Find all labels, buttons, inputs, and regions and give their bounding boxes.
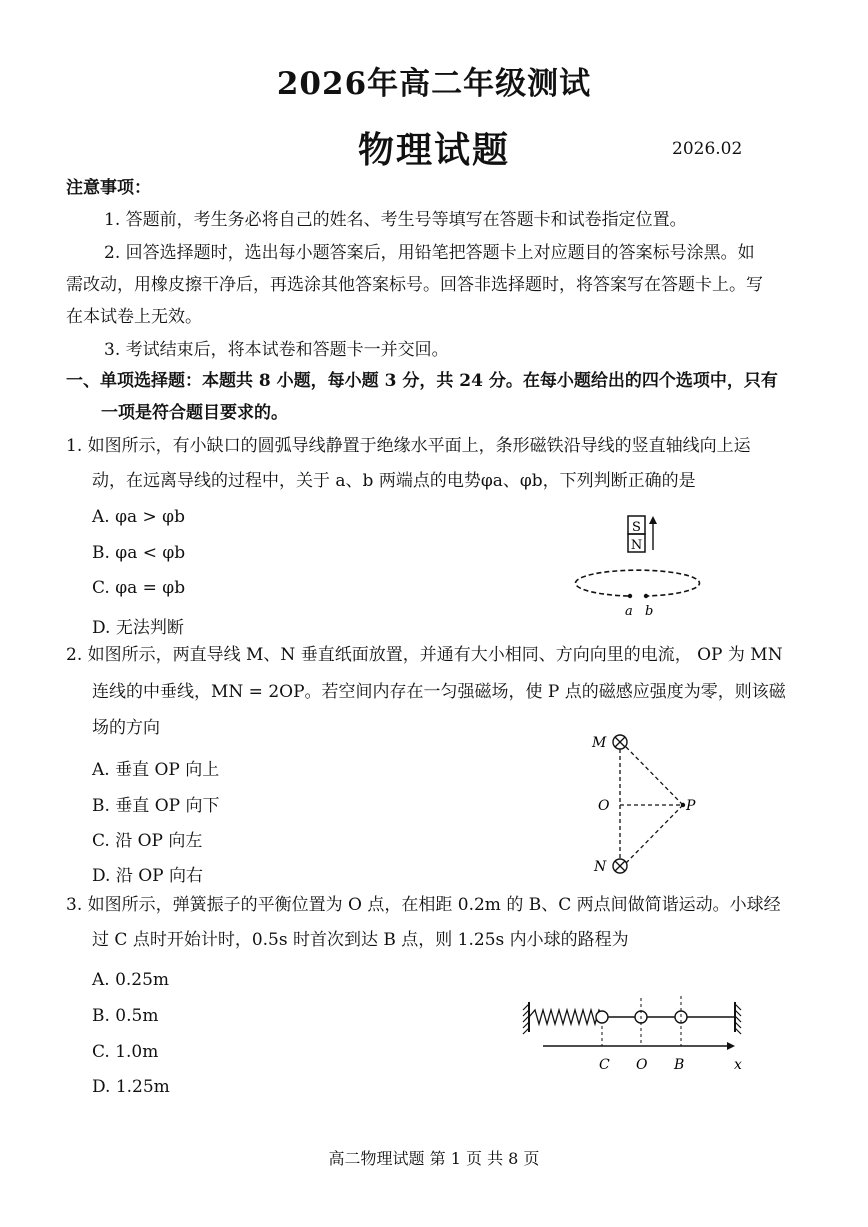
label-a: a <box>625 604 633 619</box>
label-c: C <box>599 1057 610 1073</box>
q3-option-b: B. 0.5m <box>92 1006 159 1026</box>
subject-title: 物理试题 <box>357 129 510 171</box>
exam-title: 2026年高二年级测试 <box>276 66 592 102</box>
q2-stem-line-3: 场的方向 <box>92 718 160 738</box>
arrow-head-icon <box>649 516 657 524</box>
point-b <box>644 594 648 598</box>
section-heading-line-1: 一、单项选择题：本题共 8 小题，每小题 3 分，共 24 分。在每小题给出的四个选项中，只有 <box>66 371 778 391</box>
label-m: M <box>592 735 607 751</box>
notes-item-3: 3. 考试结束后，将本试卷和答题卡一并交回。 <box>104 340 449 360</box>
spring <box>529 1010 603 1024</box>
q1-option-b: B. φa < φb <box>92 543 186 563</box>
point-a <box>628 594 632 598</box>
notes-item-1: 1. 答题前，考生务必将自己的姓名、考生号等填写在答题卡和试卷指定位置。 <box>104 210 687 230</box>
q2-option-d: D. 沿 OP 向右 <box>92 866 204 886</box>
q2-stem-line-1: 2. 如图所示，两直导线 M、N 垂直纸面放置，并通有大小相同、方向向里的电流， OP 为 MN <box>66 645 783 665</box>
q1-option-c: C. φa = φb <box>92 578 186 598</box>
label-b: b <box>645 604 654 619</box>
page-footer: 高二物理试题 第 1 页 共 8 页 <box>328 1149 540 1168</box>
q3-option-d: D. 1.25m <box>92 1077 170 1097</box>
label-n: N <box>594 859 607 875</box>
point-p <box>681 803 685 807</box>
label-o: O <box>636 1057 648 1073</box>
q1-stem-line-2: 动，在远离导线的过程中，关于 a、b 两端点的电势φa、φb，下列判断正确的是 <box>92 471 696 491</box>
arc-wire <box>576 570 700 596</box>
q3-figure <box>515 990 755 1080</box>
q3-option-c: C. 1.0m <box>92 1042 159 1062</box>
label-o: O <box>598 798 610 814</box>
q1-stem-line-1: 1. 如图所示，有小缺口的圆弧导线静置于绝缘水平面上，条形磁铁沿导线的竖直轴线向上运 <box>66 436 751 456</box>
q3-option-a: A. 0.25m <box>92 970 170 990</box>
notes-item-2-line-3: 在本试卷上无效。 <box>66 307 202 327</box>
current-into-page-icon-n <box>613 859 627 873</box>
magnet-s-label: S <box>632 520 641 535</box>
q2-option-a: A. 垂直 OP 向上 <box>92 760 220 780</box>
label-x: x <box>734 1057 742 1073</box>
ball-c <box>596 1011 608 1023</box>
magnet-n-label: N <box>630 538 643 553</box>
q2-figure <box>580 725 720 885</box>
notes-item-2-line-1: 2. 回答选择题时，选出每小题答案后，用铅笔把答题卡上对应题目的答案标号涂黑。如 <box>104 243 755 263</box>
q2-stem-line-2: 连线的中垂线，MN = 2OP。若空间内存在一匀强磁场，使 P 点的磁感应强度为零，则该磁 <box>92 682 786 702</box>
q3-stem-line-1: 3. 如图所示，弹簧振子的平衡位置为 O 点，在相距 0.2m 的 B、C 两点间做简谐运动。小球经 <box>66 895 781 915</box>
q1-figure <box>555 508 705 624</box>
exam-date: 2026.02 <box>672 139 743 159</box>
q3-stem-line-2: 过 C 点时开始计时，0.5s 时首次到达 B 点，则 1.25s 内小球的路程为 <box>92 930 629 950</box>
notes-heading: 注意事项： <box>66 178 151 198</box>
current-into-page-icon-m <box>613 735 627 749</box>
q1-option-d: D. 无法判断 <box>92 618 184 638</box>
q2-option-b: B. 垂直 OP 向下 <box>92 796 220 816</box>
q2-option-c: C. 沿 OP 向左 <box>92 831 203 851</box>
section-heading-line-2: 一项是符合题目要求的。 <box>101 403 288 423</box>
np-line <box>626 805 683 863</box>
label-b: B <box>674 1057 685 1073</box>
notes-item-2-line-2: 需改动，用橡皮擦干净后，再选涂其他答案标号。回答非选择题时，将答案写在答题卡上。写 <box>66 275 763 295</box>
q1-option-a: A. φa > φb <box>92 507 185 527</box>
mp-line <box>626 747 683 805</box>
label-p: P <box>686 798 696 814</box>
x-axis-arrow-icon <box>727 1042 735 1050</box>
